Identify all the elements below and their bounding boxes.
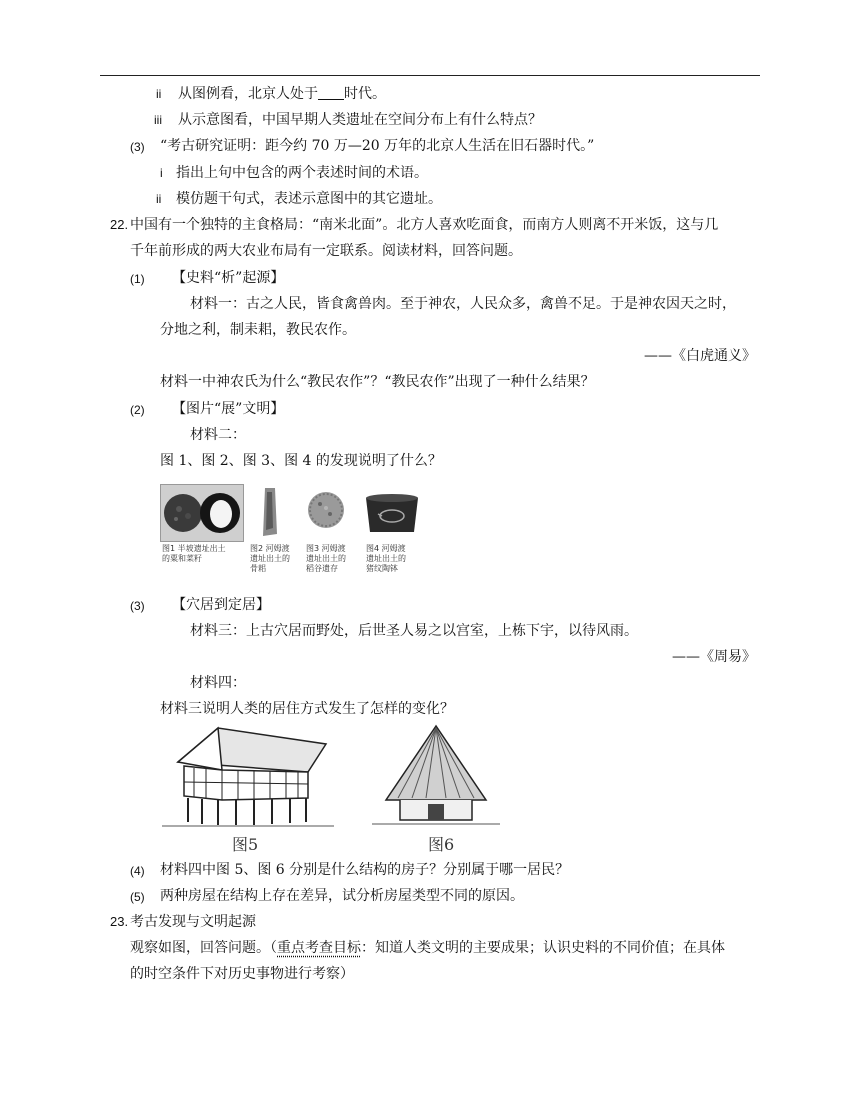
material-source: ——《白虎通义》: [644, 348, 756, 364]
item-number: iii: [154, 113, 162, 127]
question-line: 两种房屋在结构上存在差异，试分析房屋类型不同的原因。: [160, 888, 524, 904]
bone-spade-photo: [258, 484, 282, 540]
material-text: 材料一：古之人民，皆食禽兽肉。至于神农，人民众多，禽兽不足。于是神农因天之时，: [190, 296, 736, 312]
question-line: 千年前形成的两大农业布局有一定联系。阅读材料，回答问题。: [130, 243, 522, 259]
question-line: 的时空条件下对历史事物进行考察）: [130, 966, 354, 982]
item-number: (5): [130, 890, 145, 904]
question-line: 中国有一个独特的主食格局：“南米北面”。北方人喜欢吃面食，而南方人则离不开米饭，这与几: [130, 217, 719, 233]
question-line: 从示意图看，中国早期人类遗址在空间分布上有什么特点？: [178, 112, 542, 128]
material-source: ——《周易》: [672, 649, 756, 665]
thatched-hut-illustration: [366, 722, 506, 830]
section-title: 【史料“析”起源】: [172, 270, 285, 286]
section-title: 【穴居到定居】: [172, 597, 270, 613]
question-line: 材料三说明人类的居住方式发生了怎样的变化？: [160, 701, 454, 717]
question-line: 从图例看，北京人处于 时代。: [178, 86, 386, 102]
item-number: (1): [130, 272, 145, 286]
item-number: (3): [130, 599, 145, 613]
figure-caption: 图1 半坡遗址出土 的粟和菜籽: [162, 544, 226, 563]
stilt-house-illustration: [158, 722, 338, 830]
item-number: (4): [130, 864, 145, 878]
question-title: 考古发现与文明起源: [130, 914, 256, 930]
question-line: 图 1、图 2、图 3、图 4 的发现说明了什么？: [160, 453, 442, 469]
material-text: 材料二：: [190, 427, 246, 443]
millet-seeds-photo: [160, 484, 244, 542]
section-title: 【图片“展”文明】: [172, 401, 285, 417]
figure-caption: 图4 河姆渡 遗址出土的 猪纹陶钵: [366, 544, 406, 573]
figure-label: 图6: [428, 835, 455, 854]
item-number: i: [160, 166, 163, 180]
question-line: 观察如图，回答问题。（重点考查目标：知道人类文明的主要成果；认识史料的不同价值；在具体: [130, 940, 725, 956]
item-number: (3): [130, 140, 145, 154]
question-line: 模仿题干句式，表述示意图中的其它遗址。: [176, 191, 442, 207]
emphasis-text: 重点考查目标: [277, 940, 361, 956]
figure-caption: 图2 河姆渡 遗址出土的 骨耜: [250, 544, 290, 573]
question-line: 材料四中图 5、图 6 分别是什么结构的房子？分别属于哪一居民？: [160, 862, 570, 878]
question-number: 22.: [110, 217, 129, 232]
question-line: 材料一中神农氏为什么“教民农作”？“教民农作”出现了一种什么结果？: [160, 374, 595, 390]
question-line: 指出上句中包含的两个表述时间的术语。: [176, 165, 428, 181]
figure-caption: 图3 河姆渡 遗址出土的 稻谷遗存: [306, 544, 346, 573]
material-text: 材料四：: [190, 675, 246, 691]
question-line: “考古研究证明：距今约 70 万—20 万年的北京人生活在旧石器时代。”: [160, 138, 595, 154]
pig-pottery-bowl-photo: [364, 484, 420, 540]
artifact-photo-strip: [160, 484, 428, 580]
header-rule: [100, 75, 760, 76]
rice-grains-photo: [306, 484, 346, 540]
item-number: ii: [156, 192, 162, 206]
material-text: 分地之利，制耒耜，教民农作。: [160, 322, 356, 338]
answer-blank[interactable]: [318, 85, 344, 100]
material-text: 材料三：上古穴居而野处，后世圣人易之以宫室，上栋下宇，以待风雨。: [190, 623, 638, 639]
question-number: 23.: [110, 914, 129, 929]
item-number: (2): [130, 403, 145, 417]
item-number: ii: [156, 87, 162, 101]
figure-label: 图5: [232, 835, 259, 854]
